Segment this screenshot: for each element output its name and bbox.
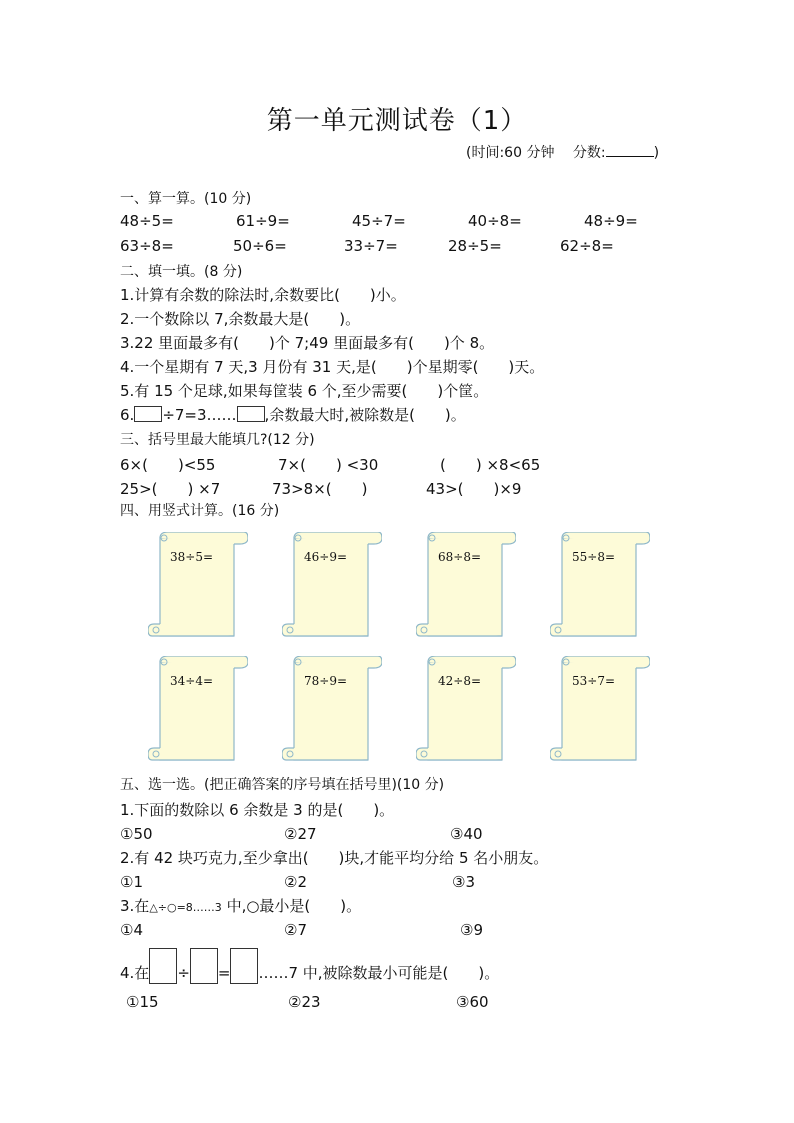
calc-item: 48÷5=: [120, 212, 174, 230]
dividend-box[interactable]: [134, 406, 162, 422]
section3-row2: [120, 478, 680, 500]
choice-question-1: 1.下面的数除以 6 余数是 3 的是( )。: [120, 801, 395, 819]
fill-item: 2.一个数除以 7,余数最大是( )。: [120, 310, 361, 328]
calc-scroll[interactable]: [550, 532, 650, 642]
q4-options: [126, 993, 686, 1015]
section1-row2: [120, 237, 680, 259]
calc-item: 48÷9=: [584, 212, 638, 230]
q3-expression: △÷○=8……3: [149, 901, 222, 914]
fill-item: 3.22 里面最多有( )个 7;49 里面最多有( )个 8。: [120, 334, 495, 352]
score-blank[interactable]: [606, 144, 654, 157]
option[interactable]: ①1: [120, 873, 143, 891]
calc-item: 40÷8=: [468, 212, 522, 230]
section1-row1: [120, 212, 680, 234]
ineq-item: 25>( ) ×7: [120, 480, 221, 498]
calc-problem: 55÷8=: [572, 550, 616, 564]
page-title: 第一单元测试卷（1）: [266, 106, 528, 136]
option[interactable]: ②2: [284, 873, 307, 891]
ineq-item: ( ) ×8<65: [440, 456, 541, 474]
fill-item-6: [120, 404, 466, 425]
calc-scroll[interactable]: [416, 532, 516, 642]
calc-scroll[interactable]: [282, 656, 382, 766]
calc-problem: 53÷7=: [572, 674, 616, 688]
subtitle-close: ): [653, 145, 660, 161]
q4-divide: ÷: [177, 964, 190, 982]
q1-options: [120, 825, 680, 847]
scroll-graphic: [550, 532, 650, 642]
item6-mid: ÷7=3……: [162, 406, 237, 424]
q4-equals: =: [217, 964, 231, 982]
q2-options: [120, 873, 680, 895]
ineq-item: 73>8×( ): [272, 480, 368, 498]
scroll-graphic: [148, 532, 248, 642]
item6-suffix: ,余数最大时,被除数是( )。: [264, 406, 466, 424]
calc-problem: 78÷9=: [304, 674, 348, 688]
scroll-graphic: [416, 532, 516, 642]
q4-rest: ……7 中,被除数最小可能是( )。: [258, 964, 500, 982]
calc-problem: 34÷4=: [170, 674, 214, 688]
option[interactable]: ①50: [120, 825, 153, 843]
scroll-graphic: [148, 656, 248, 766]
section2-heading: 二、填一填。(8 分): [120, 264, 243, 280]
option[interactable]: ③9: [460, 921, 483, 939]
subtitle: [466, 142, 659, 162]
calc-problem: 68÷8=: [438, 550, 482, 564]
calc-problem: 42÷8=: [438, 674, 482, 688]
remainder-box[interactable]: [237, 406, 265, 422]
calc-item: 50÷6=: [233, 237, 287, 255]
fill-item: 1.计算有余数的除法时,余数要比( )小。: [120, 286, 406, 304]
choice-question-4: [120, 948, 499, 984]
option[interactable]: ③3: [452, 873, 475, 891]
calc-item: 33÷7=: [344, 237, 398, 255]
calc-problem: 46÷9=: [304, 550, 348, 564]
fill-item: 5.有 15 个足球,如果每筐装 6 个,至少需要( )个筐。: [120, 382, 489, 400]
option[interactable]: ②23: [288, 993, 321, 1011]
scroll-graphic: [550, 656, 650, 766]
section4-heading: 四、用竖式计算。(16 分): [120, 503, 280, 519]
item6-prefix: 6.: [120, 406, 135, 424]
calc-item: 45÷7=: [352, 212, 406, 230]
scroll-graphic: [282, 656, 382, 766]
option[interactable]: ③60: [456, 993, 489, 1011]
section1-heading: 一、算一算。(10 分): [120, 191, 252, 207]
q4-prefix: 4.在: [120, 964, 150, 982]
section3-heading: 三、括号里最大能填几?(12 分): [120, 432, 315, 448]
scroll-graphic: [282, 532, 382, 642]
option[interactable]: ①15: [126, 993, 159, 1011]
option[interactable]: ②27: [284, 825, 317, 843]
calc-item: 62÷8=: [560, 237, 614, 255]
calc-scroll[interactable]: [416, 656, 516, 766]
divisor-box[interactable]: [190, 948, 218, 984]
option[interactable]: ①4: [120, 921, 143, 939]
option[interactable]: ③40: [450, 825, 483, 843]
ineq-item: 7×( ) <30: [278, 456, 379, 474]
calc-scroll[interactable]: [550, 656, 650, 766]
time-label: (时间:60 分钟: [466, 145, 555, 161]
scroll-graphic: [416, 656, 516, 766]
ineq-item: 6×( )<55: [120, 456, 216, 474]
fill-item: 4.一个星期有 7 天,3 月份有 31 天,是( )个星期零( )天。: [120, 358, 545, 376]
calc-item: 28÷5=: [448, 237, 502, 255]
q3-prefix: 3.在: [120, 897, 150, 915]
ineq-item: 43>( )×9: [426, 480, 522, 498]
calc-scroll[interactable]: [282, 532, 382, 642]
calc-scroll[interactable]: [148, 656, 248, 766]
section3-row1: [120, 454, 680, 476]
dividend-box[interactable]: [149, 948, 177, 984]
calc-problem: 38÷5=: [170, 550, 214, 564]
calc-item: 61÷9=: [236, 212, 290, 230]
choice-question-3: [120, 895, 361, 916]
option[interactable]: ②7: [284, 921, 307, 939]
quotient-box[interactable]: [230, 948, 258, 984]
calc-scroll[interactable]: [148, 532, 248, 642]
q3-suffix: 中,○最小是( )。: [221, 897, 362, 915]
calc-item: 63÷8=: [120, 237, 174, 255]
choice-question-2: 2.有 42 块巧克力,至少拿出( )块,才能平均分给 5 名小朋友。: [120, 849, 549, 867]
score-label: 分数:: [572, 145, 606, 161]
q3-options: [120, 921, 680, 943]
section5-heading: 五、选一选。(把正确答案的序号填在括号里)(10 分): [120, 777, 445, 793]
